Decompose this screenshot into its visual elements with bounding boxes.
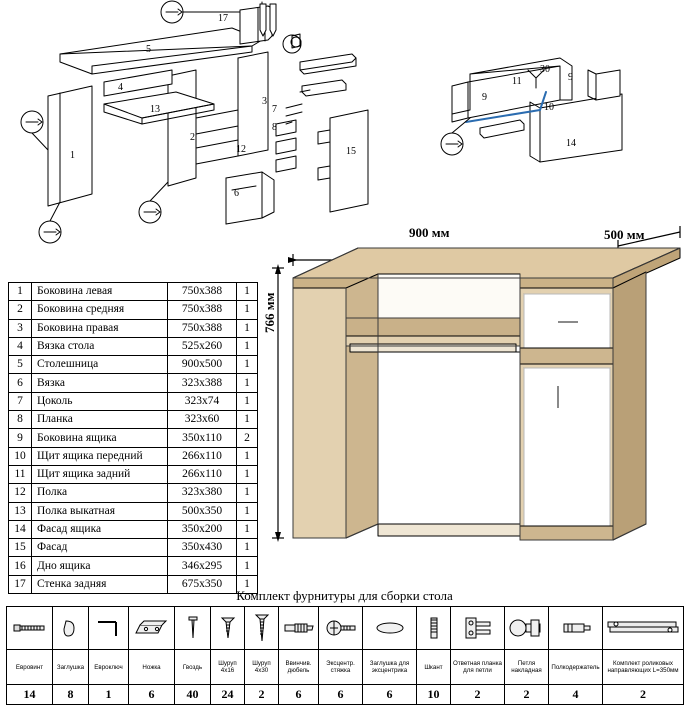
hardware-count: 40: [175, 685, 211, 705]
hardware-count: 6: [129, 685, 175, 705]
slide-set-icon: [603, 607, 684, 650]
hardware-count: 4: [549, 685, 603, 705]
hardware-count: 2: [505, 685, 549, 705]
svg-text:9: 9: [568, 72, 573, 83]
dowel-screw-icon: [279, 607, 319, 650]
parts-table: [8, 282, 258, 594]
svg-text:5: 5: [146, 44, 151, 55]
hardware-count: 2: [603, 685, 684, 705]
hardware-count: 6: [363, 685, 417, 705]
table-row: 6 Вязка 323х388 1: [9, 374, 258, 392]
svg-text:30: 30: [540, 64, 550, 75]
eccentric-tie-icon: [319, 607, 363, 650]
hardware-kit-title: Комплект фурнитуры для сборки стола: [236, 588, 453, 603]
shelf-support-icon: [549, 607, 603, 650]
svg-text:3: 3: [262, 96, 267, 107]
hardware-count: 2: [245, 685, 279, 705]
table-row: 10 Щит ящика передний 266х110 1: [9, 447, 258, 465]
svg-text:9: 9: [482, 92, 487, 103]
hardware-label: Шкант: [417, 650, 451, 685]
table-row: 7 Цоколь 323х74 1: [9, 392, 258, 410]
svg-text:7: 7: [272, 104, 277, 115]
svg-text:4: 4: [118, 82, 123, 93]
hardware-count: 6: [319, 685, 363, 705]
hardware-label: Евроключ: [89, 650, 129, 685]
hardware-label: Комплект роликовых направляющих L=350мм: [603, 650, 684, 685]
table-row: 1 Боковина левая 750х388 1: [9, 283, 258, 301]
euro-screw-icon: [7, 607, 53, 650]
svg-text:10: 10: [544, 102, 554, 113]
hardware-count: 2: [451, 685, 505, 705]
svg-text:15: 15: [346, 146, 356, 157]
table-row: 4 Вязка стола 525х260 1: [9, 337, 258, 355]
table-row: 15 Фасад 350х430 1: [9, 539, 258, 557]
leg-icon: [129, 607, 175, 650]
table-row: 9 Боковина ящика 350х110 2: [9, 429, 258, 447]
hardware-count: 6: [279, 685, 319, 705]
hardware-count: 8: [53, 685, 89, 705]
hardware-label: Гвоздь: [175, 650, 211, 685]
exploded-assembly-diagram: [0, 0, 689, 248]
dowel-icon: [417, 607, 451, 650]
table-row: 13 Полка выкатная 500х350 1: [9, 502, 258, 520]
hinge-icon: [505, 607, 549, 650]
table-row: 5 Столешница 900х500 1: [9, 356, 258, 374]
table-row: 16 Дно ящика 346х295 1: [9, 557, 258, 575]
table-row: 17 Стенка задняя 675х350 1: [9, 575, 258, 593]
svg-text:13: 13: [150, 104, 160, 115]
hardware-label: Шуруп 4х16: [211, 650, 245, 685]
parts-table-body: [9, 283, 258, 594]
hardware-label: Шуруп 4х30: [245, 650, 279, 685]
table-row: 11 Щит ящика задний 266х110 1: [9, 465, 258, 483]
screw-4x16-icon: [211, 607, 245, 650]
hardware-kit-table: [6, 606, 684, 705]
desk-dimension-drawing: [258, 218, 689, 578]
svg-text:17: 17: [218, 13, 228, 24]
svg-text:1: 1: [70, 150, 75, 161]
hardware-count: 1: [89, 685, 129, 705]
hardware-count: 24: [211, 685, 245, 705]
hardware-label: Петля накладная: [505, 650, 549, 685]
svg-text:12: 12: [236, 144, 246, 155]
hardware-label: Ответная планка для петли: [451, 650, 505, 685]
euro-key-icon: [89, 607, 129, 650]
cap-icon: [53, 607, 89, 650]
hardware-label: Евровинт: [7, 650, 53, 685]
svg-text:6: 6: [234, 188, 239, 199]
hardware-label: Заглушка для эксцентрика: [363, 650, 417, 685]
hardware-label: Эксцентр. стяжка: [319, 650, 363, 685]
svg-text:11: 11: [512, 76, 522, 87]
table-row: 14 Фасад ящика 350х200 1: [9, 520, 258, 538]
table-row: 3 Боковина правая 750х388 1: [9, 319, 258, 337]
svg-text:8: 8: [272, 122, 277, 133]
table-row: 8 Планка 323х60 1: [9, 411, 258, 429]
dimension-width-label: 900 мм: [409, 225, 450, 240]
screw-4x30-icon: [245, 607, 279, 650]
hardware-label: Заглушка: [53, 650, 89, 685]
hardware-label: Полкодержатель: [549, 650, 603, 685]
dimension-depth-label: 500 мм: [604, 227, 645, 242]
hardware-label: Ножка: [129, 650, 175, 685]
svg-text:14: 14: [566, 138, 576, 149]
hardware-count: 10: [417, 685, 451, 705]
dimension-height-label: 766 мм: [262, 292, 277, 333]
table-row: 2 Боковина средняя 750х388 1: [9, 301, 258, 319]
hardware-count: 14: [7, 685, 53, 705]
nail-icon: [175, 607, 211, 650]
table-row: 12 Полка 323х380 1: [9, 484, 258, 502]
hinge-plate-icon: [451, 607, 505, 650]
svg-text:2: 2: [190, 132, 195, 143]
eccentric-cap-icon: [363, 607, 417, 650]
hardware-label: Ввинчив. дюбель: [279, 650, 319, 685]
